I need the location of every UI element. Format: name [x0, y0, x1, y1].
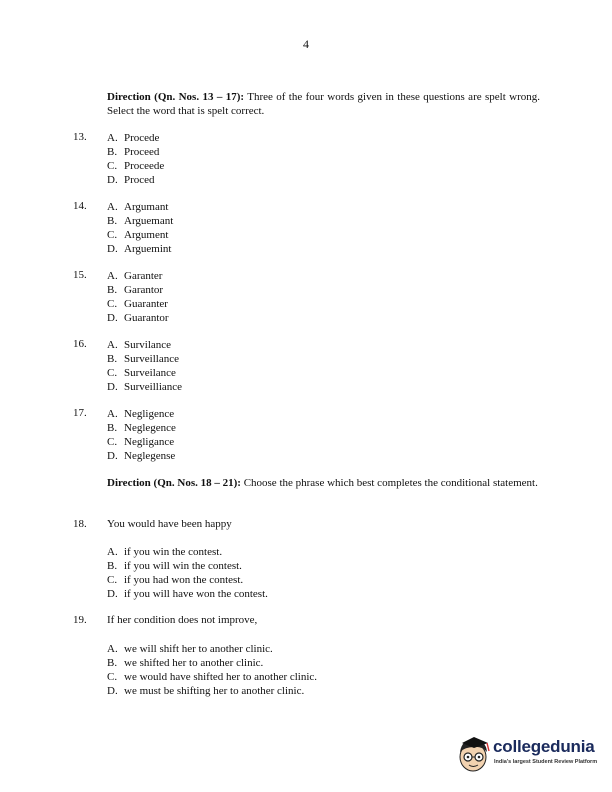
direction-13-17 — [107, 90, 540, 118]
option-b: B. Surveillance — [107, 353, 179, 365]
option-d: D. if you will have won the contest. — [107, 588, 268, 600]
brand-name: collegedunia — [493, 737, 595, 756]
option-c: C. Surveilance — [107, 367, 176, 379]
option-list — [107, 545, 268, 601]
brand-tagline: India's largest Student Review Platform — [494, 759, 598, 765]
option-c: C. Argument — [107, 229, 169, 241]
direction-18-21 — [107, 476, 540, 490]
option-d: D. Surveilliance — [107, 381, 183, 393]
option-list — [107, 642, 317, 698]
option-list — [107, 269, 169, 325]
option-list — [107, 200, 173, 256]
option-a: A. Procede — [107, 132, 160, 144]
option-a: A. we will shift her to another clinic. — [107, 643, 273, 655]
option-b: B. Neglegence — [107, 422, 176, 434]
option-c: C. Negligance — [107, 436, 175, 448]
option-a: A. Garanter — [107, 270, 163, 282]
page-number: 4 — [303, 37, 309, 51]
question-number: 19. — [73, 614, 87, 626]
direction-label: Direction (Qn. Nos. 18 – 21): — [107, 477, 241, 489]
option-b: B. if you will win the contest. — [107, 560, 242, 572]
direction-text: Three of the four words given in these questions are spelt wrong. Select the word that is spelt correct. — [107, 91, 540, 117]
option-d: D. Proced — [107, 174, 155, 186]
direction-label: Direction (Qn. Nos. 13 – 17): — [107, 91, 245, 103]
option-a: A. Argumant — [107, 201, 169, 213]
option-list — [107, 407, 176, 463]
option-a: A. Negligence — [107, 408, 175, 420]
option-b: B. Garantor — [107, 284, 164, 296]
option-d: D. we must be shifting her to another clinic. — [107, 685, 305, 697]
option-d: D. Arguemint — [107, 243, 172, 255]
option-list — [107, 338, 182, 394]
direction-text: Choose the phrase which best completes the conditional statement. — [240, 477, 538, 489]
option-b: B. we shifted her to another clinic. — [107, 657, 264, 669]
option-a: A. if you win the contest. — [107, 546, 223, 558]
collegedunia-logo[interactable] — [456, 735, 601, 775]
question-number: 16. — [73, 338, 87, 350]
option-c: C. we would have shifted her to another clinic. — [107, 671, 318, 683]
question-number: 17. — [73, 407, 87, 419]
option-d: D. Neglegense — [107, 450, 176, 462]
question-number: 13. — [73, 131, 87, 143]
question-stem: You would have been happy — [107, 518, 232, 530]
option-b: B. Proceed — [107, 146, 160, 158]
option-list — [107, 131, 164, 187]
option-c: C. if you had won the contest. — [107, 574, 244, 586]
option-b: B. Arguemant — [107, 215, 174, 227]
question-stem: If her condition does not improve, — [107, 614, 258, 626]
question-number: 14. — [73, 200, 87, 212]
mascot-icon — [456, 735, 492, 775]
question-number: 15. — [73, 269, 87, 281]
option-c: C. Proceede — [107, 160, 165, 172]
question-number: 18. — [73, 518, 87, 530]
option-a: A. Survilance — [107, 339, 172, 351]
option-c: C. Guaranter — [107, 298, 168, 310]
option-d: D. Guarantor — [107, 312, 169, 324]
